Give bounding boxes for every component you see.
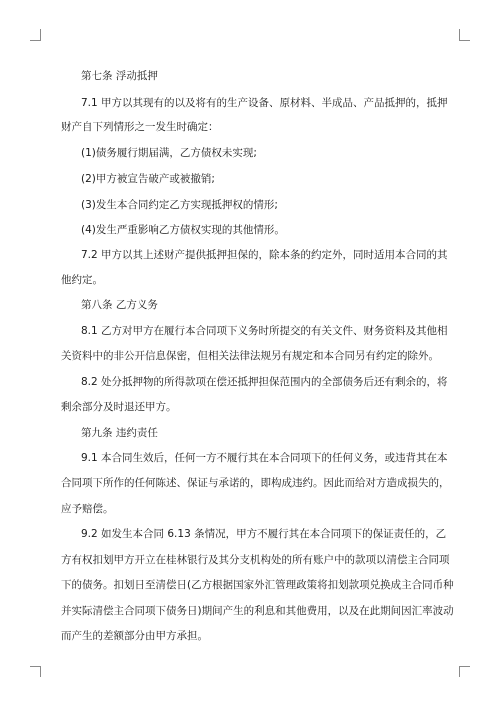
list-item: (3)发生本合同约定乙方实现抵押权的情形; <box>81 199 278 211</box>
article-7-heading: 第七条 浮动抵押 <box>81 70 158 82</box>
text-line: 关资料中的非公开信息保密，但相关法律法规另有规定和本合同另有约定的除外。 <box>61 350 439 362</box>
list-item: (1)债务履行期届满，乙方债权未实现; <box>81 147 257 159</box>
text-line: 合同项下所作的任何陈述、保证与承诺的，即构成违约。因此而给对方造成损失的， <box>61 477 450 489</box>
list-item: (4)发生严重影响乙方债权实现的其他情形。 <box>81 224 285 236</box>
text-line: 应予赔偿。 <box>61 503 114 515</box>
text-line: 7.2 甲方以其上述财产提供抵押担保的，除本条的约定外，同时适用本合同的其 <box>81 249 448 261</box>
text-line: 8.2 处分抵押物的所得款项在偿还抵押担保范围内的全部债务后还有剩余的，将 <box>81 376 448 388</box>
crop-mark-bottom-left-v <box>40 666 41 677</box>
crop-mark-top-right-h <box>459 40 470 41</box>
text-line: 7.1 甲方以其现有的以及将有的生产设备、原材料、半成品、产品抵押的，抵押 <box>81 97 448 109</box>
list-item: (2)甲方被宣告破产或被撤销; <box>81 173 215 185</box>
text-line: 8.1 乙方对甲方在履行本合同项下义务时所提交的有关文件、财务资料及其他相 <box>81 325 448 337</box>
text-line: 而产生的差额部分由甲方承担。 <box>61 630 208 642</box>
crop-mark-bottom-right-h <box>459 666 470 667</box>
text-line: 9.2 如发生本合同 6.13 条情况，甲方不履行其在本合同项下的保证责任的，乙 <box>81 528 447 540</box>
crop-mark-top-right-v <box>459 29 460 40</box>
article-9-heading: 第九条 违约责任 <box>81 427 158 439</box>
text-line: 并实际清偿主合同项下债务日)期间产生的利息和其他费用，以及在此期间因汇率波动 <box>61 605 454 617</box>
text-line: 剩余部分及时退还甲方。 <box>61 401 177 413</box>
crop-mark-bottom-right-v <box>459 666 460 677</box>
article-8-heading: 第八条 乙方义务 <box>81 299 158 311</box>
text-line: 他约定。 <box>61 274 103 286</box>
crop-mark-top-left-h <box>30 40 41 41</box>
text-line: 财产自下列情形之一发生时确定： <box>61 121 219 133</box>
text-line: 方有权扣划甲方开立在桂林银行及其分支机构处的所有账户中的款项以清偿主合同项 <box>61 554 450 566</box>
text-line: 9.1 本合同生效后，任何一方不履行其在本合同项下的任何义务，或违背其在本 <box>81 452 448 464</box>
text-line: 下的债务。扣划日至清偿日(乙方根据国家外汇管理政策将扣划款项兑换成主合同币种 <box>61 579 454 591</box>
crop-mark-top-left-v <box>40 29 41 40</box>
